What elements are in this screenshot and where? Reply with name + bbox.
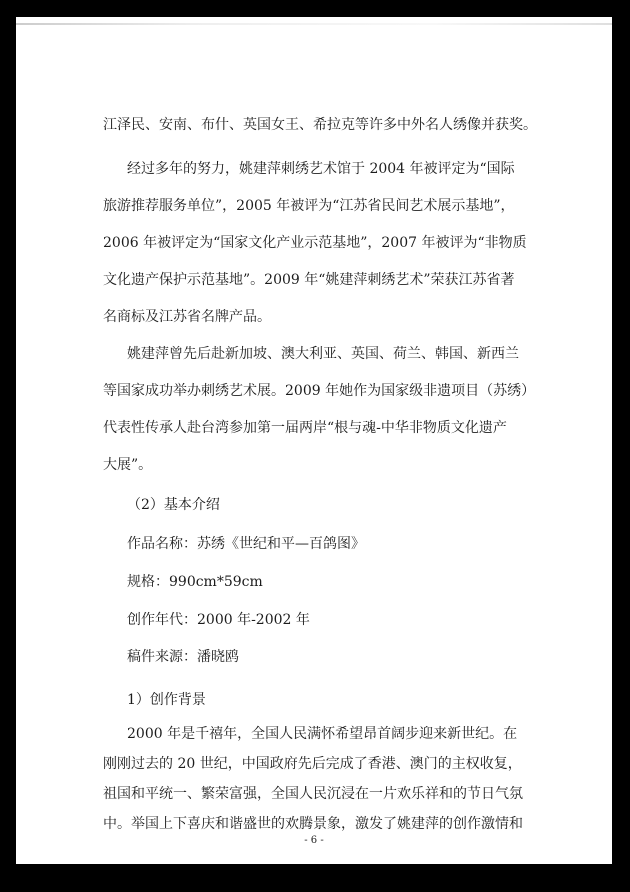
section-heading-basic-intro: （2）基本介绍 [127,497,220,513]
subsection-heading-background: 1）创作背景 [127,692,206,708]
document-page [16,17,612,864]
scan-artifact-line [16,23,612,25]
body-line-8: 等国家成功举办刺绣艺术展。2009 年她作为国家级非遗项目（苏绣） [103,383,536,399]
body-line-19: 祖国和平统一、繁荣富强，全国人民沉浸在一片欢乐祥和的节日气氛 [103,786,523,802]
work-date-line: 创作年代：2000 年-2002 年 [127,612,310,628]
body-line-7: 姚建萍曾先后赴新加坡、澳大利亚、英国、荷兰、韩国、新西兰 [127,346,519,362]
work-size-line: 规格：990cm*59cm [127,574,263,590]
body-line-2: 经过多年的努力，姚建萍刺绣艺术馆于 2004 年被评定为“国际 [127,161,515,177]
body-line-17: 2000 年是千禧年，全国人民满怀希望昂首阔步迎来新世纪。在 [127,726,518,742]
work-source-line: 稿件来源：潘晓鸥 [127,649,239,665]
body-line-10: 大展”。 [103,457,153,473]
body-line-4: 2006 年被评定为“国家文化产业示范基地”，2007 年被评为“非物质 [103,235,527,251]
body-line-3: 旅游推荐服务单位”，2005 年被评为“江苏省民间艺术展示基地”， [103,198,515,214]
body-line-1: 江泽民、安南、布什、英国女王、希拉克等许多中外名人绣像并获奖。 [103,117,537,133]
page-number: - 6 - [304,835,324,846]
body-line-6: 名商标及江苏省名牌产品。 [103,309,271,325]
body-line-9: 代表性传承人赴台湾参加第一届两岸“根与魂-中华非物质文化遗产 [103,420,507,436]
work-title-line: 作品名称：苏绣《世纪和平—百鸽图》 [127,536,365,552]
body-line-18: 刚刚过去的 20 世纪，中国政府先后完成了香港、澳门的主权收复， [103,756,522,772]
body-line-20: 中。举国上下喜庆和谐盛世的欢腾景象，激发了姚建萍的创作激情和 [103,816,523,832]
body-line-5: 文化遗产保护示范基地”。2009 年“姚建萍刺绣艺术”荣获江苏省著 [103,272,515,288]
